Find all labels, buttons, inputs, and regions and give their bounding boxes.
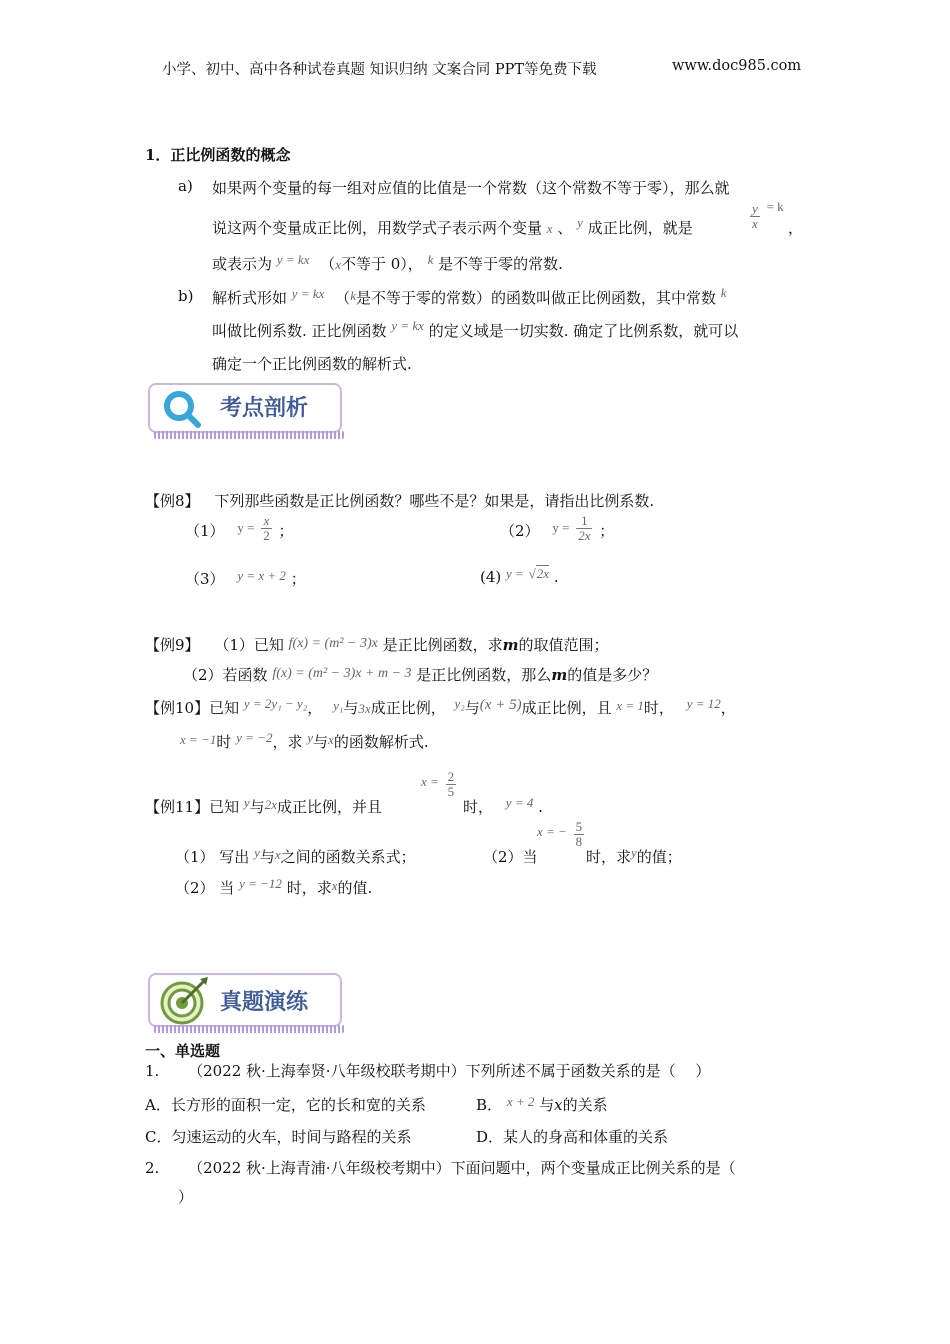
item-b-line1: 解析式形如 y = kx （k是不等于零的常数）的函数叫做正比例函数，其中常数 k (212, 285, 727, 307)
ex8-line: 【例8】 下列那些函数是正比例函数？哪些不是？如果是，请指出比例系数. (145, 492, 655, 510)
item-a-line1: 如果两个变量的每一组对应值的比值是一个常数（这个常数不等于零），那么就 (212, 179, 730, 197)
ex8-item1: （1） y = $\frac{x}{2}$ ； (185, 513, 294, 543)
q1-option-a: A．长方形的面积一定，它的长和宽的关系 (145, 1096, 426, 1114)
q1-option-c: C．匀速运动的火车，时间与路程的关系 (145, 1128, 412, 1146)
ex11-q2: （2）当 (483, 848, 538, 866)
ex11-q3: （2） 当 y = −12 时，求x的值. (175, 876, 373, 897)
item-b-line2: 叫做比例系数. 正比例函数 y = kx 的定义域是一切实数. 确定了比例系数，就可以 (212, 318, 739, 340)
banner-analysis-title: 考点剖析 (220, 396, 309, 421)
ex11-line1: 【例11】已知 y与2x成正比例，并且 (145, 795, 382, 816)
ex9-line1: 【例9】 （1）已知 f(x) = (m² − 3)x 是正比例函数，求m的取值范围； (145, 636, 609, 654)
ex11-line1-end: 时， y = 4 . (463, 795, 543, 816)
q1-option-b: B． x + 2 与x的关系 (476, 1094, 608, 1114)
magnifier-icon (160, 387, 204, 431)
ex10-line1: 【例10】已知 y = 2y₁ − y₂， y₁与3x成正比例， y₂与(x + 5)成正比例，且 x = 1时， y = 12， (145, 696, 736, 717)
item-a-line2-end: ， (788, 219, 804, 237)
target-icon (156, 973, 212, 1029)
practice-heading: 一、单选题 (145, 1042, 221, 1060)
banner-practice-title: 真题演练 (220, 990, 309, 1015)
ex11-frac-neg: x = − $\frac{5}{8}$ (537, 819, 583, 849)
item-b-line3: 确定一个正比例函数的解析式. (212, 355, 412, 373)
banner-practice (148, 973, 353, 1033)
ex11-q2-end: 时，求y的值； (586, 845, 682, 866)
header-text: 小学、初中、高中各种试卷真题 知识归纳 文案合同 PPT等免费下载 (162, 62, 597, 78)
q2-close: ） (178, 1188, 194, 1206)
ex9-line2: （2）若函数 f(x) = (m² − 3)x + m − 3 是正比例函数，那么m的值是多少？ (183, 666, 658, 684)
q1-option-d: D．某人的身高和体重的关系 (476, 1128, 669, 1146)
q1-line: 1. （2022 秋·上海奉贤·八年级校联考期中）下列所述不属于函数关系的是（ ） (145, 1062, 711, 1080)
section-title: 1．正比例函数的概念 (145, 146, 291, 164)
item-a-line3: 或表示为 y = kx （x不等于 0）， k 是不等于零的常数. (212, 252, 563, 273)
header-site: www.doc985.com (672, 58, 802, 74)
ex8-item2: （2） y = $\frac{1}{2x}$ ； (500, 513, 615, 543)
ex11-frac-x: x = $\frac{2}{5}$ (421, 769, 455, 799)
banner-analysis (148, 383, 353, 443)
ratio-formula: $\frac{y}{x}$ = k (752, 199, 784, 231)
ex8-item3: （3） y = x + 2 ； (185, 568, 306, 588)
item-a-line2: 说这两个变量成正比例，用数学式子表示两个变量 x 、 y 成正比例，就是 (212, 215, 693, 237)
page-header (162, 58, 597, 79)
ex11-q1: （1） 写出 y与x之间的函数关系式； (175, 845, 416, 866)
item-b-label: b) (178, 287, 194, 305)
item-a-label: a) (178, 177, 193, 195)
ex10-line2: x = −1时 y = −2，求 y与x的函数解析式. (180, 730, 429, 751)
ex8-item4: (4) y = √2x . (480, 566, 559, 586)
q2-line: 2. （2022 秋·上海青浦·八年级校考期中）下面问题中，两个变量成正比例关系的是（ (145, 1159, 736, 1177)
